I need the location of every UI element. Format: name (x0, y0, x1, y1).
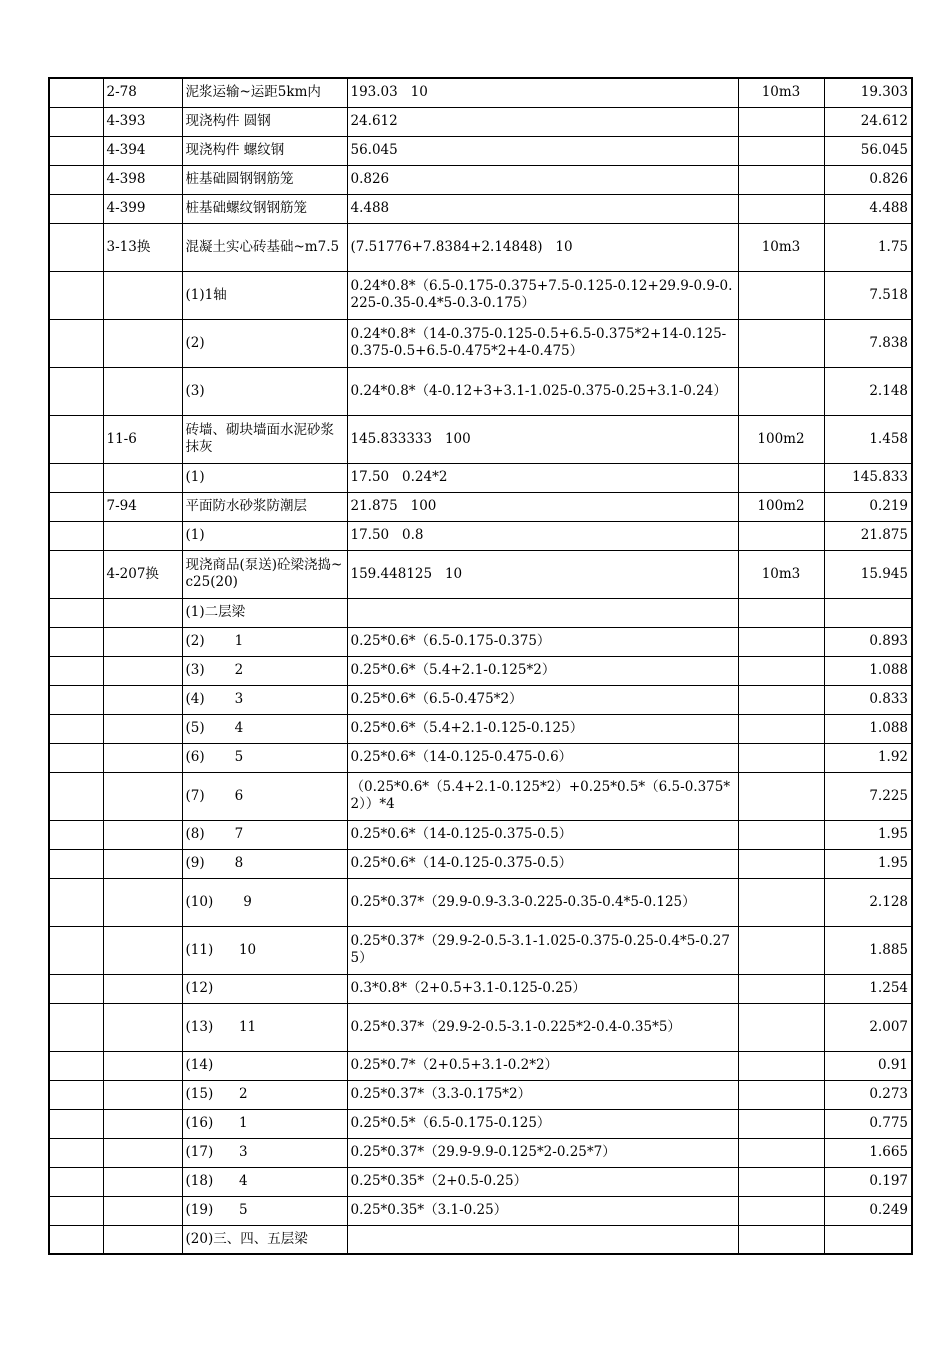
row-blank-cell (49, 714, 103, 743)
row-blank-cell (49, 820, 103, 849)
table-row (49, 136, 912, 165)
unit-cell: 10m3 (738, 78, 824, 107)
item-name-cell: (2) (182, 319, 347, 367)
item-code-cell (103, 1080, 182, 1109)
quantity-cell: 7.225 (824, 772, 912, 820)
item-code-cell (103, 1109, 182, 1138)
table-row (49, 974, 912, 1003)
item-name-cell: 混凝土实心砖基础~m7.5 (182, 223, 347, 271)
unit-cell (738, 656, 824, 685)
item-name-cell: (14) (182, 1051, 347, 1080)
unit-cell (738, 1225, 824, 1254)
row-blank-cell (49, 926, 103, 974)
item-code-cell (103, 714, 182, 743)
row-blank-cell (49, 974, 103, 1003)
unit-cell (738, 1138, 824, 1167)
table-row (49, 685, 912, 714)
item-name-cell: (11) 10 (182, 926, 347, 974)
quantity-cell: 1.885 (824, 926, 912, 974)
item-name-cell: (18) 4 (182, 1167, 347, 1196)
quantity-cell: 1.088 (824, 714, 912, 743)
formula-cell: 0.25*0.37*（3.3-0.175*2） (347, 1080, 738, 1109)
unit-cell: 100m2 (738, 415, 824, 463)
formula-cell: 4.488 (347, 194, 738, 223)
row-blank-cell (49, 415, 103, 463)
quantity-cell: 1.088 (824, 656, 912, 685)
item-name-cell: (5) 4 (182, 714, 347, 743)
formula-cell: 17.50 0.8 (347, 521, 738, 550)
row-blank-cell (49, 78, 103, 107)
item-code-cell (103, 656, 182, 685)
item-name-cell: (7) 6 (182, 772, 347, 820)
table-row (49, 492, 912, 521)
table-row (49, 165, 912, 194)
table-row (49, 367, 912, 415)
item-code-cell (103, 820, 182, 849)
item-name-cell: (15) 2 (182, 1080, 347, 1109)
unit-cell (738, 165, 824, 194)
unit-cell (738, 194, 824, 223)
item-code-cell (103, 521, 182, 550)
formula-cell: 0.24*0.8*（14-0.375-0.125-0.5+6.5-0.375*2+14-0.125-0.375-0.5+6.5-0.475*2+4-0.475） (347, 319, 738, 367)
item-name-cell: (9) 8 (182, 849, 347, 878)
unit-cell (738, 319, 824, 367)
item-code-cell (103, 598, 182, 627)
unit-cell (738, 1051, 824, 1080)
item-code-cell (103, 319, 182, 367)
item-name-cell: (19) 5 (182, 1196, 347, 1225)
table-row (49, 271, 912, 319)
item-code-cell (103, 849, 182, 878)
item-code-cell (103, 926, 182, 974)
table-row (49, 714, 912, 743)
formula-cell: 0.25*0.6*（6.5-0.475*2） (347, 685, 738, 714)
row-blank-cell (49, 1196, 103, 1225)
item-code-cell (103, 627, 182, 656)
unit-cell (738, 1003, 824, 1051)
item-code-cell (103, 1138, 182, 1167)
row-blank-cell (49, 463, 103, 492)
formula-cell: 0.24*0.8*（6.5-0.175-0.375+7.5-0.125-0.12+29.9-0.9-0.225-0.35-0.4*5-0.3-0.175） (347, 271, 738, 319)
table-row (49, 1196, 912, 1225)
row-blank-cell (49, 165, 103, 194)
formula-cell: 0.25*0.6*（5.4+2.1-0.125-0.125） (347, 714, 738, 743)
quantity-cell: 15.945 (824, 550, 912, 598)
quantity-cell: 0.249 (824, 1196, 912, 1225)
quantity-cell: 0.197 (824, 1167, 912, 1196)
row-blank-cell (49, 367, 103, 415)
item-name-cell: (3) (182, 367, 347, 415)
table-row (49, 415, 912, 463)
row-blank-cell (49, 550, 103, 598)
item-name-cell: (1) (182, 521, 347, 550)
item-code-cell (103, 1167, 182, 1196)
row-blank-cell (49, 1109, 103, 1138)
item-code-cell (103, 743, 182, 772)
item-code-cell: 4-398 (103, 165, 182, 194)
quantity-cell: 1.458 (824, 415, 912, 463)
item-name-cell: (17) 3 (182, 1138, 347, 1167)
table-row (49, 1138, 912, 1167)
formula-cell: 0.25*0.6*（14-0.125-0.475-0.6） (347, 743, 738, 772)
table-row (49, 1109, 912, 1138)
item-code-cell (103, 1003, 182, 1051)
formula-cell: 0.826 (347, 165, 738, 194)
formula-cell: 145.833333 100 (347, 415, 738, 463)
quantity-cell: 0.826 (824, 165, 912, 194)
quantity-cell: 2.007 (824, 1003, 912, 1051)
row-blank-cell (49, 743, 103, 772)
quantity-cell: 1.75 (824, 223, 912, 271)
table-row (49, 656, 912, 685)
row-blank-cell (49, 685, 103, 714)
formula-cell: 0.3*0.8*（2+0.5+3.1-0.125-0.25） (347, 974, 738, 1003)
item-name-cell: 砖墙、砌块墙面水泥砂浆抹灰 (182, 415, 347, 463)
formula-cell: (7.51776+7.8384+2.14848) 10 (347, 223, 738, 271)
quantity-cell: 0.893 (824, 627, 912, 656)
unit-cell (738, 598, 824, 627)
quantity-cell: 0.91 (824, 1051, 912, 1080)
item-code-cell (103, 1051, 182, 1080)
formula-cell: 0.25*0.6*（14-0.125-0.375-0.5） (347, 849, 738, 878)
row-blank-cell (49, 271, 103, 319)
item-code-cell (103, 271, 182, 319)
item-name-cell: (6) 5 (182, 743, 347, 772)
item-name-cell: (4) 3 (182, 685, 347, 714)
unit-cell (738, 974, 824, 1003)
unit-cell (738, 878, 824, 926)
unit-cell: 100m2 (738, 492, 824, 521)
unit-cell (738, 820, 824, 849)
formula-cell: 0.25*0.37*（29.9-2-0.5-3.1-1.025-0.375-0.25-0.4*5-0.275） (347, 926, 738, 974)
quantity-cell: 1.95 (824, 820, 912, 849)
row-blank-cell (49, 1138, 103, 1167)
quantity-cell: 1.92 (824, 743, 912, 772)
table-body (49, 78, 912, 1254)
item-code-cell (103, 1196, 182, 1225)
quantity-cell: 1.95 (824, 849, 912, 878)
unit-cell (738, 627, 824, 656)
table-row (49, 223, 912, 271)
unit-cell (738, 521, 824, 550)
item-code-cell: 4-393 (103, 107, 182, 136)
item-name-cell: (8) 7 (182, 820, 347, 849)
table-row (49, 1003, 912, 1051)
row-blank-cell (49, 1225, 103, 1254)
table-row (49, 878, 912, 926)
formula-cell: 0.25*0.6*（6.5-0.175-0.375） (347, 627, 738, 656)
row-blank-cell (49, 1080, 103, 1109)
formula-cell (347, 598, 738, 627)
quantity-cell: 56.045 (824, 136, 912, 165)
quantity-cell: 1.254 (824, 974, 912, 1003)
formula-cell: 0.25*0.35*（2+0.5-0.25） (347, 1167, 738, 1196)
item-name-cell: 现浇构件 螺纹钢 (182, 136, 347, 165)
formula-cell: 17.50 0.24*2 (347, 463, 738, 492)
item-name-cell: 桩基础螺纹钢钢筋笼 (182, 194, 347, 223)
item-code-cell (103, 1225, 182, 1254)
unit-cell: 10m3 (738, 550, 824, 598)
table-row (49, 1167, 912, 1196)
formula-cell: 0.25*0.5*（6.5-0.175-0.125） (347, 1109, 738, 1138)
item-code-cell (103, 974, 182, 1003)
item-name-cell: (1) (182, 463, 347, 492)
row-blank-cell (49, 136, 103, 165)
formula-cell: 0.24*0.8*（4-0.12+3+3.1-1.025-0.375-0.25+3.1-0.24） (347, 367, 738, 415)
item-code-cell: 4-399 (103, 194, 182, 223)
unit-cell (738, 271, 824, 319)
formula-cell: 0.25*0.6*（14-0.125-0.375-0.5） (347, 820, 738, 849)
item-name-cell: (1)二层梁 (182, 598, 347, 627)
table-row (49, 107, 912, 136)
row-blank-cell (49, 598, 103, 627)
formula-cell: 159.448125 10 (347, 550, 738, 598)
quantity-cell: 145.833 (824, 463, 912, 492)
row-blank-cell (49, 849, 103, 878)
formula-cell: 56.045 (347, 136, 738, 165)
item-name-cell: 泥浆运输~运距5km内 (182, 78, 347, 107)
unit-cell (738, 463, 824, 492)
quantity-cell: 0.273 (824, 1080, 912, 1109)
formula-cell: 193.03 10 (347, 78, 738, 107)
item-code-cell (103, 878, 182, 926)
item-name-cell: 桩基础圆钢钢筋笼 (182, 165, 347, 194)
formula-cell: 0.25*0.6*（5.4+2.1-0.125*2） (347, 656, 738, 685)
table-row (49, 743, 912, 772)
quantity-cell: 21.875 (824, 521, 912, 550)
formula-cell: 0.25*0.37*（29.9-9.9-0.125*2-0.25*7） (347, 1138, 738, 1167)
unit-cell: 10m3 (738, 223, 824, 271)
table-row (49, 598, 912, 627)
quantity-cell (824, 1225, 912, 1254)
item-code-cell (103, 685, 182, 714)
unit-cell (738, 772, 824, 820)
unit-cell (738, 714, 824, 743)
unit-cell (738, 1080, 824, 1109)
table-row (49, 926, 912, 974)
formula-cell: 24.612 (347, 107, 738, 136)
formula-cell (347, 1225, 738, 1254)
row-blank-cell (49, 194, 103, 223)
quantity-calculation-table (48, 77, 913, 1255)
table-row (49, 463, 912, 492)
quantity-cell: 2.128 (824, 878, 912, 926)
formula-cell: （0.25*0.6*（5.4+2.1-0.125*2）+0.25*0.5*（6.5-0.375*2））*4 (347, 772, 738, 820)
table-row (49, 1225, 912, 1254)
row-blank-cell (49, 521, 103, 550)
table-row (49, 78, 912, 107)
row-blank-cell (49, 1167, 103, 1196)
item-name-cell: (16) 1 (182, 1109, 347, 1138)
table-row (49, 550, 912, 598)
item-name-cell: (13) 11 (182, 1003, 347, 1051)
row-blank-cell (49, 1003, 103, 1051)
quantity-cell: 1.665 (824, 1138, 912, 1167)
quantity-cell: 4.488 (824, 194, 912, 223)
item-name-cell: (12) (182, 974, 347, 1003)
quantity-cell: 19.303 (824, 78, 912, 107)
unit-cell (738, 1167, 824, 1196)
unit-cell (738, 107, 824, 136)
table-row (49, 194, 912, 223)
item-name-cell: (20)三、四、五层梁 (182, 1225, 347, 1254)
row-blank-cell (49, 772, 103, 820)
row-blank-cell (49, 107, 103, 136)
quantity-cell (824, 598, 912, 627)
row-blank-cell (49, 656, 103, 685)
item-name-cell: 平面防水砂浆防潮层 (182, 492, 347, 521)
item-name-cell: 现浇构件 圆钢 (182, 107, 347, 136)
item-name-cell: (1)1轴 (182, 271, 347, 319)
table-row (49, 1080, 912, 1109)
item-code-cell: 2-78 (103, 78, 182, 107)
table-row (49, 1051, 912, 1080)
table-row (49, 772, 912, 820)
formula-cell: 0.25*0.35*（3.1-0.25） (347, 1196, 738, 1225)
table-row (49, 627, 912, 656)
item-code-cell: 11-6 (103, 415, 182, 463)
item-name-cell: (10) 9 (182, 878, 347, 926)
unit-cell (738, 926, 824, 974)
item-code-cell (103, 772, 182, 820)
unit-cell (738, 136, 824, 165)
row-blank-cell (49, 1051, 103, 1080)
item-name-cell: (3) 2 (182, 656, 347, 685)
quantity-cell: 7.518 (824, 271, 912, 319)
unit-cell (738, 685, 824, 714)
item-code-cell: 7-94 (103, 492, 182, 521)
row-blank-cell (49, 878, 103, 926)
quantity-cell: 0.833 (824, 685, 912, 714)
formula-cell: 0.25*0.37*（29.9-0.9-3.3-0.225-0.35-0.4*5-0.125） (347, 878, 738, 926)
unit-cell (738, 367, 824, 415)
item-code-cell (103, 367, 182, 415)
quantity-cell: 7.838 (824, 319, 912, 367)
item-code-cell: 4-394 (103, 136, 182, 165)
table-row (49, 849, 912, 878)
unit-cell (738, 1109, 824, 1138)
unit-cell (738, 849, 824, 878)
row-blank-cell (49, 492, 103, 521)
quantity-cell: 0.219 (824, 492, 912, 521)
quantity-cell: 24.612 (824, 107, 912, 136)
item-name-cell: (2) 1 (182, 627, 347, 656)
table-row (49, 820, 912, 849)
formula-cell: 0.25*0.37*（29.9-2-0.5-3.1-0.225*2-0.4-0.35*5） (347, 1003, 738, 1051)
quantity-cell: 2.148 (824, 367, 912, 415)
row-blank-cell (49, 319, 103, 367)
formula-cell: 21.875 100 (347, 492, 738, 521)
unit-cell (738, 743, 824, 772)
quantity-cell: 0.775 (824, 1109, 912, 1138)
unit-cell (738, 1196, 824, 1225)
formula-cell: 0.25*0.7*（2+0.5+3.1-0.2*2） (347, 1051, 738, 1080)
item-code-cell (103, 463, 182, 492)
row-blank-cell (49, 627, 103, 656)
item-code-cell: 3-13换 (103, 223, 182, 271)
item-code-cell: 4-207换 (103, 550, 182, 598)
item-name-cell: 现浇商品(泵送)砼梁浇捣~c25(20) (182, 550, 347, 598)
table-row (49, 319, 912, 367)
table-row (49, 521, 912, 550)
row-blank-cell (49, 223, 103, 271)
